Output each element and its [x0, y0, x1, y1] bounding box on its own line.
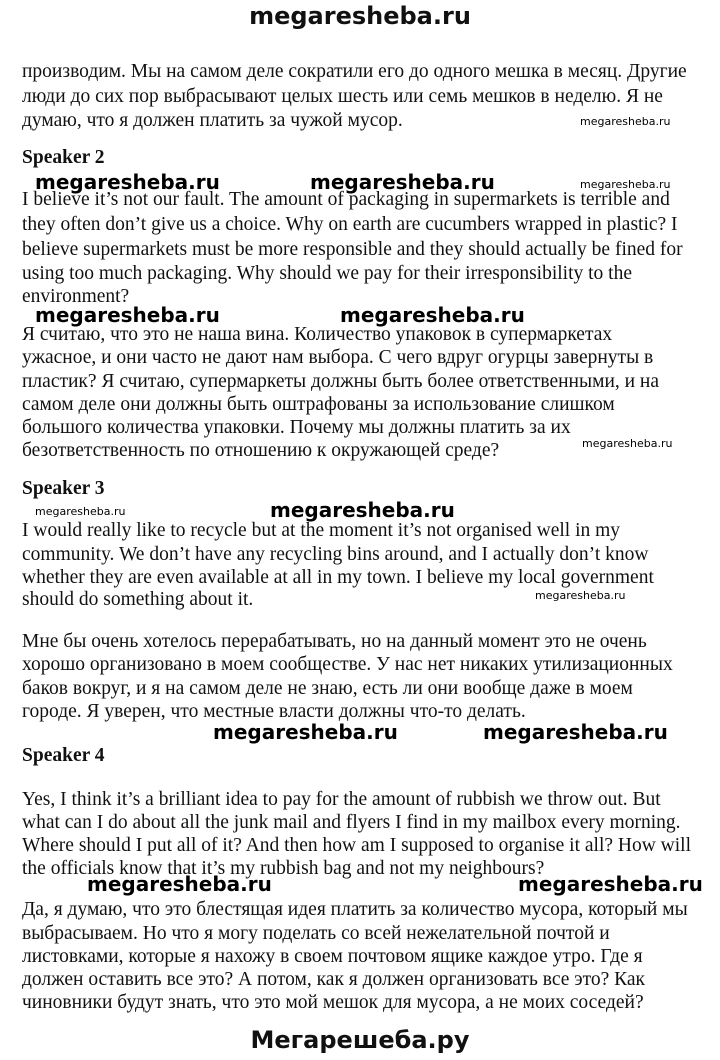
text-line: environment?	[22, 286, 130, 307]
speaker-2-heading: Speaker 2	[22, 147, 105, 168]
text-line: I believe it’s not our fault. The amount of packaging in supermarkets is terrible and	[22, 189, 670, 210]
text-line: whether they are even available at all in my town. I believe my local government	[22, 567, 654, 588]
text-line: should do something about it.	[22, 589, 254, 610]
text-line: пластик? Я считаю, супермаркеты должны быть более ответственными, и на	[22, 371, 660, 392]
text-line: the officials know that it’s my rubbish bag and not my neighbours?	[22, 858, 545, 879]
text-line: Я считаю, что это не наша вина. Количество упаковок в супермаркетах	[22, 324, 613, 345]
text-line: выбрасываем. Но что я могу поделать со всей нежелательной почтой и	[22, 923, 610, 944]
text-line: Мне бы очень хотелось перерабатывать, но на данный момент это не очень	[22, 631, 647, 652]
watermark-small: megaresheba.ru	[580, 178, 671, 191]
text-line: what can I do about all the junk mail and flyers I find in my mailbox every morning.	[22, 812, 681, 833]
text-line: городе. Я уверен, что местные власти должны что-то делать.	[22, 701, 526, 722]
speaker-4-heading: Speaker 4	[22, 745, 105, 766]
text-line: думаю, что я должен платить за чужой мусор.	[22, 110, 403, 131]
watermark-small: megaresheba.ru	[582, 437, 673, 450]
text-line: безответственность по отношению к окружающей среде?	[22, 440, 500, 461]
watermark: megaresheba.ru	[518, 872, 703, 896]
watermark: megaresheba.ru	[483, 720, 668, 744]
text-line: Да, я думаю, что это блестящая идея платить за количество мусора, который мы	[22, 899, 688, 920]
watermark: megaresheba.ru	[87, 872, 272, 896]
watermark-small: megaresheba.ru	[35, 505, 126, 518]
text-line: Yes, I think it’s a brilliant idea to pay for the amount of rubbish we throw out. But	[22, 789, 661, 810]
text-line: самом деле они должны быть оштрафованы за использование слишком	[22, 394, 615, 415]
watermark: megaresheba.ru	[35, 170, 220, 194]
watermark: megaresheba.ru	[35, 303, 220, 327]
text-line: должен оставить все это? А потом, как я должен организовать все это? Как	[22, 969, 646, 990]
text-line: баков вокруг, и я на самом деле не знаю, есть ли они вообще даже в моем	[22, 678, 633, 699]
watermark: megaresheba.ru	[310, 170, 495, 194]
text-line: believe supermarkets must be more responsible and they should actually be fined for	[22, 239, 683, 260]
text-line: they often don’t give us a choice. Why on earth are cucumbers wrapped in plastic? I	[22, 214, 678, 235]
watermark-small: megaresheba.ru	[535, 589, 626, 602]
text-line: Where should I put all of it? And then how am I supposed to organise it all? How will	[22, 835, 692, 856]
text-line: ужасное, и они часто не дают нам выбора. С чего вдруг огурцы завернуты в	[22, 347, 654, 368]
text-line: community. We don’t have any recycling bins around, and I actually don’t know	[22, 544, 649, 565]
text-line: производим. Мы на самом деле сократили его до одного мешка в месяц. Другие	[22, 61, 687, 82]
text-line: люди до сих пор выбрасывают целых шесть или семь мешков в неделю. Я не	[22, 86, 663, 107]
text-line: большого количества упаковки. Почему мы должны платить за их	[22, 417, 571, 438]
watermark-small: megaresheba.ru	[580, 115, 671, 128]
site-header: megaresheba.ru	[249, 2, 471, 30]
text-line: листовками, которые я нахожу в своем почтовом ящике каждое утро. Где я	[22, 946, 643, 967]
watermark: megaresheba.ru	[340, 303, 525, 327]
speaker-3-heading: Speaker 3	[22, 478, 105, 499]
watermark: megaresheba.ru	[270, 498, 455, 522]
text-line: using too much packaging. Why should we pay for their irresponsibility to the	[22, 263, 632, 284]
text-line: I would really like to recycle but at the moment it’s not organised well in my	[22, 520, 621, 541]
text-line: чиновники будут знать, что это мой мешок для мусора, а не моих соседей?	[22, 992, 644, 1013]
text-line: хорошо организовано в моем сообществе. У нас нет никаких утилизационных	[22, 654, 673, 675]
site-footer: Мегарешеба.ру	[250, 1026, 470, 1054]
watermark: megaresheba.ru	[213, 720, 398, 744]
